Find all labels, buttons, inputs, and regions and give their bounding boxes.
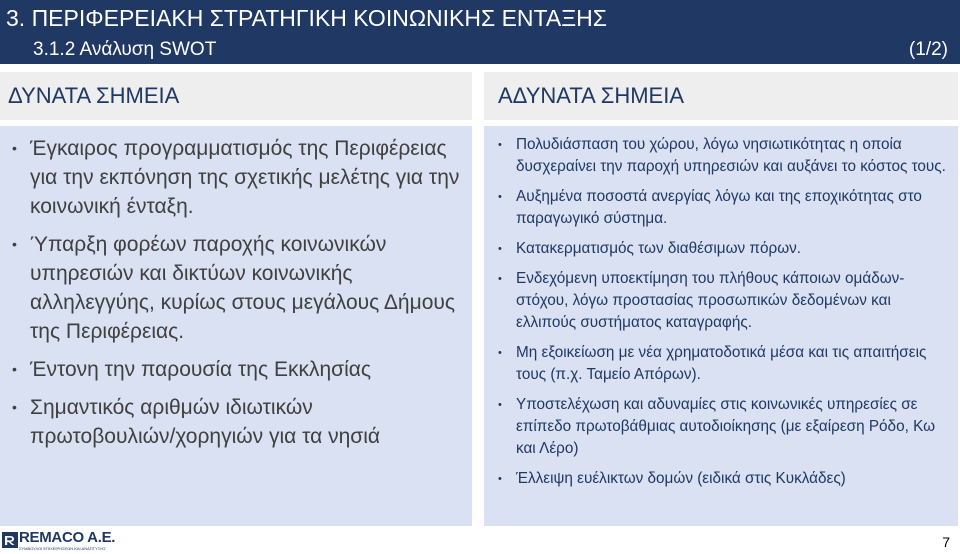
list-item (492, 468, 950, 490)
bullet-icon: • (498, 347, 502, 359)
company-logo (2, 530, 122, 552)
list-item-text: Έλλειψη ευέλικτων δομών (ειδικά στις Κυκλάδες) (516, 470, 846, 487)
bullet-icon: • (498, 399, 502, 411)
strengths-list (10, 134, 462, 451)
list-item-text: Σημαντικός αριθμών ιδιωτικών πρωτοβουλιών/χορηγιών για τα νησιά (30, 396, 381, 448)
list-item (10, 355, 462, 384)
list-item-text: Έντονη την παρουσία της Εκκλησίας (30, 358, 372, 381)
list-item-text: Ενδεχόμενη υποεκτίμηση του πλήθους κάποιων ομάδων-στόχου, λόγω προστασίας προσωπικών δεδομένων και ελλιπούς συστήματος καταγραφής. (516, 270, 905, 331)
list-item (10, 134, 462, 221)
bullet-icon: • (12, 140, 17, 156)
bullet-icon: • (12, 361, 17, 377)
list-item (492, 186, 950, 230)
list-item-text: Έγκαιρος προγραμματισμός της Περιφέρειας για την εκπόνηση της σχετικής μελέτης για την κοινωνική ένταξη. (30, 137, 460, 218)
bullet-icon: • (498, 139, 502, 151)
list-item-text: Κατακερματισμός των διαθέσιμων πόρων. (516, 240, 802, 257)
list-item (492, 238, 950, 260)
bullet-icon: • (498, 191, 502, 203)
bullet-icon: • (498, 243, 502, 255)
bullet-icon: • (498, 473, 502, 485)
weaknesses-panel (484, 126, 958, 526)
slide-subtitle: 3.1.2 Ανάλυση SWOT (33, 39, 217, 60)
list-item-text: Υποστελέχωση και αδυναμίες στις κοινωνικές υπηρεσίες σε επίπεδο πρωτοβάθμιας αυτοδιοίκησης (με εξαίρεση Ρόδο, Κω και Λέρο) (516, 396, 936, 457)
list-item (492, 268, 950, 334)
weaknesses-list (492, 134, 950, 490)
list-item (10, 393, 462, 451)
logo-tagline: ΣΥΜΒΟΥΛΟΙ ΕΠΙΧΕΙΡΗΣΕΩΝ ΚΑΙ ΑΝΑΠΤΥΞΗΣ (19, 546, 106, 551)
list-item (492, 394, 950, 460)
bullet-icon: • (498, 273, 502, 285)
list-item (492, 342, 950, 386)
bullet-icon: • (12, 399, 17, 415)
weaknesses-heading: ΑΔΥΝΑΤΑ ΣΗΜΕΙΑ (484, 72, 958, 120)
list-item-text: Πολυδιάσπαση του χώρου, λόγω νησιωτικότητας η οποία δυσχεραίνει την παροχή υπηρεσιών και αυξάνει το κόστος τους. (516, 136, 946, 175)
remaco-logo-icon (2, 532, 18, 548)
slide-title: 3. ΠΕΡΙΦΕΡΕΙΑΚΗ ΣΤΡΑΤΗΓΙΚΗ ΚΟΙΝΩΝΙΚΗΣ ΕΝΤΑΞΗΣ (6, 5, 607, 31)
strengths-panel (0, 126, 472, 526)
list-item (10, 230, 462, 346)
list-item-text: Μη εξοικείωση με νέα χρηματοδοτικά μέσα και τις απαιτήσεις τους (π.χ. Ταμείο Απόρων). (516, 344, 927, 383)
bullet-icon: • (12, 236, 17, 252)
page-number: 7 (942, 534, 950, 550)
strengths-heading: ΔΥΝΑΤΑ ΣΗΜΕΙΑ (0, 72, 472, 120)
list-item (492, 134, 950, 178)
logo-text: REMACO A.E. (19, 529, 116, 546)
page-fraction: (1/2) (908, 39, 948, 60)
list-item-text: Ύπαρξη φορέων παροχής κοινωνικών υπηρεσιών και δικτύων κοινωνικής αλληλεγγύης, κυρίως στους μεγάλους Δήμους της Περιφέρειας. (30, 233, 455, 343)
slide-header (0, 0, 960, 64)
list-item-text: Αυξημένα ποσοστά ανεργίας λόγω και της εποχικότητας στο παραγωγικό σύστημα. (516, 188, 922, 227)
